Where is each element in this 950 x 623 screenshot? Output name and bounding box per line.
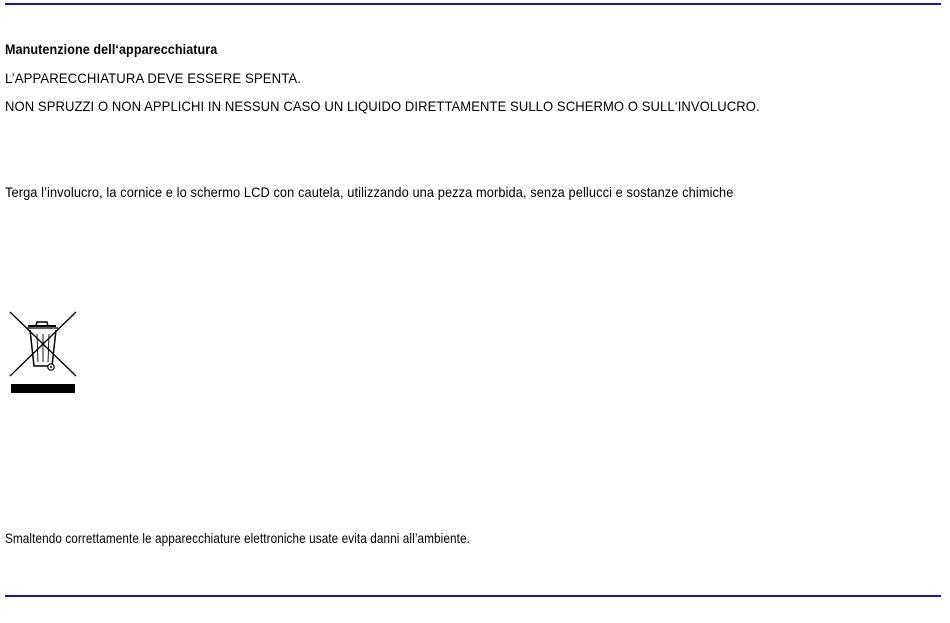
cleaning-instructions: Terga l’involucro, la cornice e lo schermo LCD con cautela, utilizzando una pezza morbida, senza pellucci e sostanze chimiche [5,184,734,200]
crossed-out-wheelie-bin-icon [6,306,80,396]
warning-power-off: L’APPARECCHIATURA DEVE ESSERE SPENTA. [5,70,302,86]
disposal-notice: Smaltendo correttamente le apparecchiature elettroniche usate evita danni all’ambiente. [5,530,470,546]
top-divider [5,3,941,5]
warning-no-liquid: NON SPRUZZI O NON APPLICHI IN NESSUN CASO UN LIQUIDO DIRETTAMENTE SULLO SCHERMO O SULL‘INVOLUCRO. [5,98,760,114]
bottom-divider [5,595,941,597]
section-title: Manutenzione dell‘apparecchiatura [5,42,218,57]
